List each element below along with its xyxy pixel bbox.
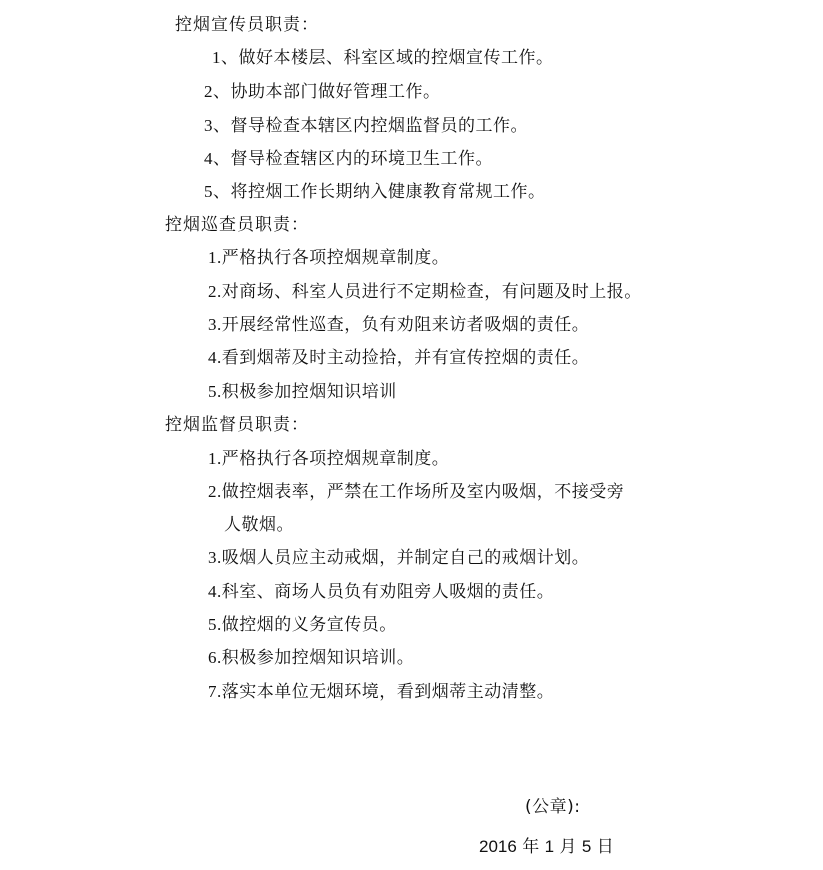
signature-date	[479, 835, 614, 859]
list-item-number: 4、	[204, 149, 231, 168]
seal-label: (公章):	[525, 797, 581, 817]
list-item-text: 人敬烟。	[224, 515, 294, 535]
list-item	[204, 180, 546, 204]
list-item-number: 4.	[208, 348, 222, 367]
list-item-text: 督导检查本辖区内控烟监督员的工作。	[230, 116, 528, 136]
list-item-text: 落实本单位无烟环境，看到烟蒂主动清整。	[221, 682, 555, 702]
list-item	[208, 346, 589, 370]
date-day-unit: 日	[596, 837, 614, 857]
list-item	[204, 114, 528, 138]
list-item-number: 2.	[208, 482, 222, 501]
section-title-publicity: 控烟宣传员职责：	[175, 15, 319, 35]
list-item-text: 做好本楼层、科室区域的控烟宣传工作。	[238, 48, 554, 68]
list-item-text: 科室、商场人员负有劝阻旁人吸烟的责任。	[221, 582, 555, 602]
list-item-number: 5、	[204, 182, 231, 201]
list-item-text: 做控烟的义务宣传员。	[221, 615, 397, 635]
section-title-patrol: 控烟巡查员职责：	[165, 215, 309, 235]
list-item-number: 5.	[208, 615, 222, 634]
list-item-number: 1.	[208, 248, 222, 267]
list-item	[208, 480, 624, 504]
section-title-supervisor: 控烟监督员职责：	[165, 415, 309, 435]
list-item	[208, 680, 554, 704]
list-item	[208, 380, 397, 404]
date-day: 5	[581, 837, 592, 856]
list-item-text: 开展经常性巡查，负有劝阻来访者吸烟的责任。	[221, 315, 590, 335]
list-item-number: 5.	[208, 382, 222, 401]
date-month: 1	[544, 837, 555, 856]
date-month-unit: 月	[559, 837, 577, 857]
list-item	[212, 46, 554, 70]
list-item-number: 2、	[204, 82, 231, 101]
list-item-number: 3.	[208, 315, 222, 334]
list-item-number: 7.	[208, 682, 222, 701]
list-item-number: 4.	[208, 582, 222, 601]
list-item	[208, 580, 554, 604]
list-item	[208, 280, 642, 304]
date-year-unit: 年	[522, 837, 540, 857]
list-item-number: 3.	[208, 548, 222, 567]
list-item-text: 看到烟蒂及时主动捡拾，并有宣传控烟的责任。	[221, 348, 590, 368]
list-item-text: 督导检查辖区内的环境卫生工作。	[230, 149, 493, 169]
list-item	[208, 546, 589, 570]
list-item-number: 6.	[208, 648, 222, 667]
list-item-number: 2.	[208, 282, 222, 301]
list-item	[208, 313, 589, 337]
list-item-number: 1.	[208, 449, 222, 468]
list-item-text: 严格执行各项控烟规章制度。	[221, 248, 450, 268]
list-item	[204, 80, 441, 104]
list-item	[208, 246, 449, 270]
list-item-text: 做控烟表率，严禁在工作场所及室内吸烟，不接受旁	[221, 482, 625, 502]
list-item-text: 吸烟人员应主动戒烟，并制定自己的戒烟计划。	[221, 548, 590, 568]
date-year: 2016	[479, 837, 517, 856]
list-item-text: 严格执行各项控烟规章制度。	[221, 449, 450, 469]
list-item-text: 积极参加控烟知识培训。	[221, 648, 415, 668]
list-item	[208, 447, 449, 471]
list-item	[204, 147, 493, 171]
list-item-text: 对商场、科室人员进行不定期检查，有问题及时上报。	[221, 282, 642, 302]
list-item-number: 1、	[212, 48, 239, 67]
list-item-text: 协助本部门做好管理工作。	[230, 82, 441, 102]
list-item-text: 积极参加控烟知识培训	[221, 382, 397, 402]
list-item-number: 3、	[204, 116, 231, 135]
list-item-text: 将控烟工作长期纳入健康教育常规工作。	[230, 182, 546, 202]
list-item	[208, 646, 414, 670]
list-item-continuation	[224, 513, 294, 537]
list-item	[208, 613, 397, 637]
